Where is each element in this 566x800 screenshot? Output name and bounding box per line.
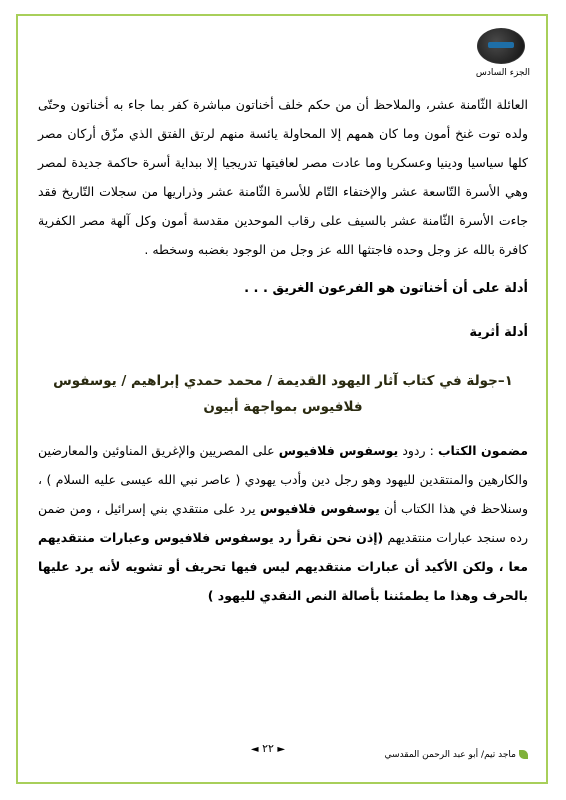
content-text-1: : ردود: [398, 443, 438, 458]
page-footer: [38, 742, 528, 770]
footer-author: [385, 750, 528, 760]
content-text-2: على المصريين والإغريق المناوئين والمعارضين والكارهين والمنتقدين لليهود وهو رجل دين وأدب يهودي ( عاصر نبي الله عيسى عليه السلام ) ، وسنلاحظ في هذا الكتاب أن: [38, 443, 528, 516]
page-number-value: ٢٢: [262, 742, 274, 755]
part-label: الجزء السادس: [475, 68, 530, 78]
page-number: [228, 742, 308, 755]
page-content: [38, 90, 528, 610]
paragraph-intro: العائلة الثّامنة عشر، والملاحظ أن من حكم خلف أخناتون مباشرة كفر بما جاء به أخناتون وحتّى ولده توت غنخ أمون وما كان همهم إلا المحاولة يائسة منهم لرتق الفتق الذي مزّق أركان مصر كلها سياسيا ودينيا وعسكريا وما عادت مصر لعافيتها تدريجيا إلا ببداية أسرة حاكمة جديدة لمصر وهي الأسرة التّاسعة عشر والإختفاء التّام للأسرة الثّامنة عشر وذراريها من سجلات التّاريخ فقد جاءت الأسرة الثّامنة عشر بالسيف على رقاب الموحدين مقدسة أمون وكل آلهة مصر الكفرية كافرة بالله عز وجل وحده فاجتثها الله عز وجل من الوجود بغضبه وسخطه .: [38, 97, 528, 257]
author-name-1: يوسفوس فلافيوس: [278, 443, 399, 458]
author-name-2: يوسفوس فلافيوس: [260, 501, 380, 516]
arrow-right-icon: ►: [277, 744, 286, 755]
quill-icon: [519, 750, 528, 759]
arrow-left-icon: ◄: [250, 744, 259, 755]
logo-icon: [477, 28, 525, 64]
heading-book-tour: ١–جولة في كتاب آثار اليهود القديمة / محمد حمدي إبراهيم / يوسفوس فلافيوس بمواجهة أبيون: [53, 373, 513, 415]
content-text-3: يرد على منتقدي بني إسرائيل ، ومن ضمن رده سنجد عبارات منتقديهم: [38, 501, 529, 545]
heading-evidence: أدلة على أن أخناتون هو الفرعون الغريق . . .: [244, 281, 528, 296]
content-lead: مضمون الكتاب: [437, 443, 529, 458]
content-bold-quote: (إذن نحن نقرأ رد يوسفوس فلافيوس وعبارات منتقديهم معا ، ولكن الأكيد أن عبارات منتقديهم ليس فيها تحريف أو تشويه لأنه يرد عليها بالحرف وهذا ما يطمئننا بأصالة النص النقدي لليهود ): [38, 530, 528, 603]
paragraph-book-content: [38, 436, 528, 610]
heading-archaeological: أدلة أثرية: [469, 325, 528, 340]
author-text: ماجد تيم/ أبو عبد الرحمن المقدسي: [384, 750, 516, 760]
